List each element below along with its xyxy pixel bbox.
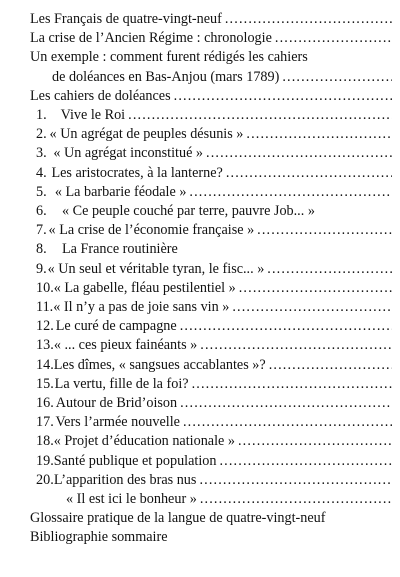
chapter-title: La vertu, fille de la foi? bbox=[54, 375, 189, 392]
chapter-title: « La barbarie féodale » bbox=[54, 183, 187, 200]
chapter-entry bbox=[30, 183, 392, 202]
dot-leader bbox=[180, 317, 392, 336]
chapter-title: « La crise de l’économie française » bbox=[48, 222, 255, 239]
chapter-number: 16. bbox=[36, 395, 54, 412]
chapter-entry bbox=[30, 452, 392, 471]
chapter-title: Autour de Brid’oison bbox=[55, 395, 178, 412]
dot-leader bbox=[192, 375, 392, 394]
chapter-title: « Un agrégat inconstitué » bbox=[53, 145, 204, 162]
chapter-entry bbox=[30, 413, 392, 432]
dot-leader bbox=[282, 68, 392, 87]
chapter-title: Les dîmes, « sangsues accablantes »? bbox=[53, 356, 266, 373]
chapter-title: « Il n’y a pas de joie sans vin » bbox=[53, 299, 230, 316]
chapter-entry bbox=[30, 298, 392, 317]
chapter-number: 12. bbox=[36, 318, 54, 335]
toc-entry bbox=[30, 29, 392, 48]
chapter-entry bbox=[30, 106, 392, 125]
dot-leader bbox=[246, 125, 392, 144]
chapter-number: 18. bbox=[36, 433, 54, 450]
chapter-entry bbox=[30, 471, 392, 490]
chapter-number: 20. bbox=[36, 471, 54, 488]
chapter-number: 15. bbox=[36, 375, 54, 392]
chapter-number: 17. bbox=[36, 414, 54, 431]
table-of-contents bbox=[30, 10, 392, 548]
chapter-number: 8. bbox=[36, 241, 47, 258]
chapter-title: « Projet d’éducation nationale » bbox=[53, 433, 235, 450]
chapter-title: Les aristocrates, à la lanterne? bbox=[51, 164, 223, 181]
dot-leader bbox=[128, 106, 392, 125]
chapter-list bbox=[30, 106, 392, 490]
chapter-number: 14. bbox=[36, 356, 54, 373]
chapter-title: « Un seul et véritable tyran, le fisc... » bbox=[47, 260, 265, 277]
chapter-entry bbox=[30, 144, 392, 163]
section-heading: Les cahiers de doléances bbox=[30, 87, 171, 104]
chapter-number: 7. bbox=[36, 222, 47, 239]
chapter-title: Santé publique et population bbox=[53, 452, 217, 469]
chapter-number: 19. bbox=[36, 452, 54, 469]
chapter-entry bbox=[30, 336, 392, 355]
chapter-number: 11. bbox=[36, 299, 54, 316]
chapter-number: 6. bbox=[36, 203, 47, 220]
toc-entry bbox=[30, 87, 392, 106]
chapter-number: 10. bbox=[36, 279, 54, 296]
chapter-number: 5. bbox=[36, 183, 47, 200]
dot-leader bbox=[257, 221, 392, 240]
chapter-entry bbox=[30, 164, 392, 183]
dot-leader bbox=[199, 471, 392, 490]
dot-leader bbox=[200, 336, 392, 355]
chapter-entry bbox=[30, 221, 392, 240]
chapter-title: La France routinière bbox=[62, 241, 178, 258]
chapter-title: Vers l’armée nouvelle bbox=[55, 414, 180, 431]
dot-leader bbox=[238, 432, 392, 451]
entry-title: La crise de l’Ancien Régime : chronologie bbox=[30, 30, 272, 47]
dot-leader bbox=[275, 29, 392, 48]
chapter-entry bbox=[30, 279, 392, 298]
chapter-title: « La gabelle, fléau pestilentiel » bbox=[53, 279, 236, 296]
chapter-title: « Un agrégat de peuples désunis » bbox=[49, 126, 244, 143]
dot-leader bbox=[180, 394, 392, 413]
bibliography-title: Bibliographie sommaire bbox=[30, 529, 168, 546]
toc-subentry bbox=[30, 490, 392, 509]
chapter-title: « ... ces pieux fainéants » bbox=[53, 337, 198, 354]
chapter-title: Le curé de campagne bbox=[55, 318, 177, 335]
chapter-entry bbox=[30, 240, 392, 259]
dot-leader bbox=[226, 164, 392, 183]
chapter-entry bbox=[30, 394, 392, 413]
chapter-number: 13. bbox=[36, 337, 54, 354]
entry-title: Les Français de quatre-vingt-neuf bbox=[30, 11, 222, 27]
chapter-number: 2. bbox=[36, 126, 47, 143]
dot-leader bbox=[225, 10, 392, 29]
toc-entry bbox=[30, 528, 392, 547]
subentry-title: « Il est ici le bonheur » bbox=[66, 491, 197, 508]
chapter-entry bbox=[30, 432, 392, 451]
dot-leader bbox=[267, 260, 392, 279]
chapter-title: « Ce peuple couché par terre, pauvre Job... » bbox=[62, 203, 315, 220]
entry-title-line2: de doléances en Bas-Anjou (mars 1789) bbox=[52, 68, 280, 85]
chapter-entry bbox=[30, 375, 392, 394]
toc-entry-example bbox=[30, 48, 392, 86]
dot-leader bbox=[206, 144, 392, 163]
entry-title-line1: Un exemple : comment furent rédigés les cahiers bbox=[30, 49, 308, 66]
dot-leader bbox=[200, 490, 392, 509]
chapter-number: 1. bbox=[36, 107, 47, 124]
dot-leader bbox=[269, 356, 392, 375]
dot-leader bbox=[174, 87, 392, 106]
dot-leader bbox=[189, 183, 392, 202]
chapter-entry bbox=[30, 202, 392, 221]
chapter-number: 9. bbox=[36, 260, 47, 277]
chapter-entry bbox=[30, 125, 392, 144]
dot-leader bbox=[232, 298, 392, 317]
toc-entry bbox=[30, 10, 392, 29]
dot-leader bbox=[219, 452, 392, 471]
chapter-number: 3. bbox=[36, 145, 47, 162]
dot-leader bbox=[183, 413, 392, 432]
toc-entry bbox=[30, 509, 392, 528]
chapter-title: L’apparition des bras nus bbox=[53, 471, 197, 488]
chapter-number: 4. bbox=[36, 164, 47, 181]
chapter-entry bbox=[30, 260, 392, 279]
chapter-title: Vive le Roi bbox=[60, 107, 126, 124]
dot-leader bbox=[239, 279, 392, 298]
glossary-title: Glossaire pratique de la langue de quatre-vingt-neuf bbox=[30, 510, 326, 527]
chapter-entry bbox=[30, 356, 392, 375]
chapter-entry bbox=[30, 317, 392, 336]
